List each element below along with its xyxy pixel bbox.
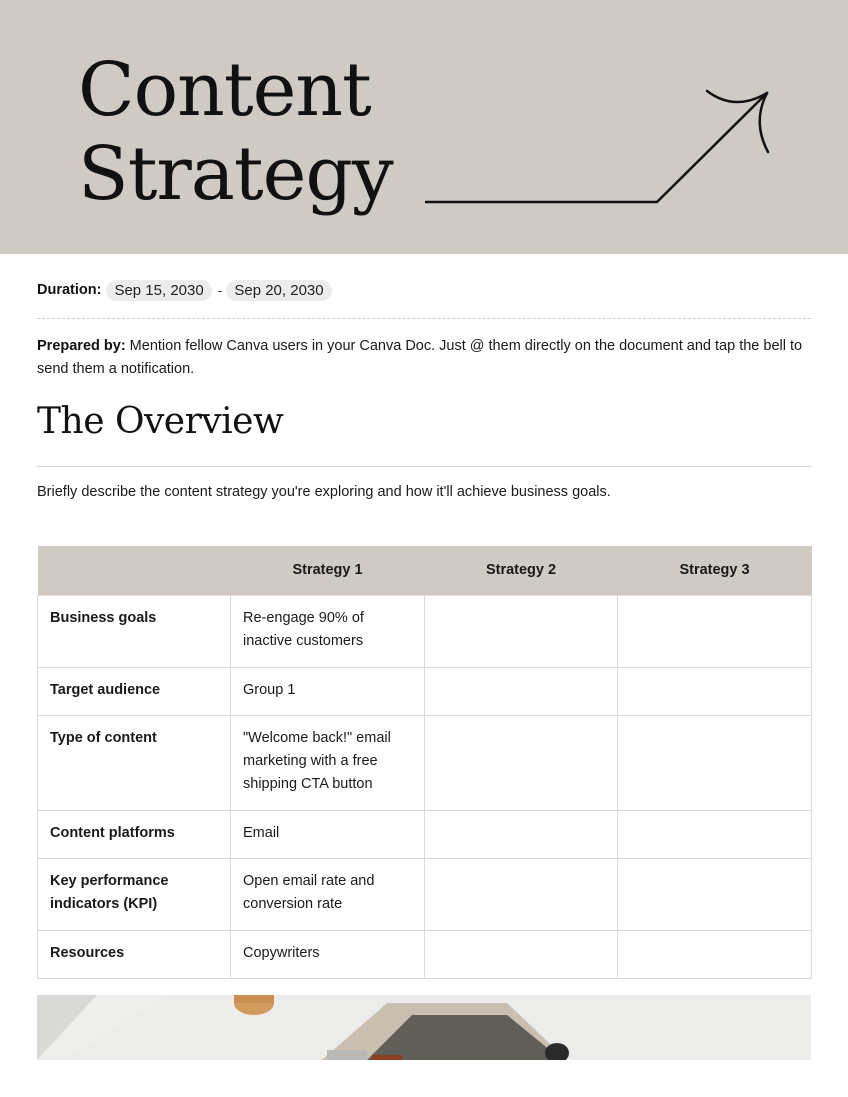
document-title [78,48,393,216]
section-title-overview: The Overview [37,401,284,442]
row-label: Target audience [38,667,231,715]
header-strategy-2: Strategy 2 [425,546,618,595]
table-row [38,810,812,858]
title-line-2: Strategy [78,131,393,217]
table-cell[interactable]: "Welcome back!" email marketing with a free shipping CTA button [231,715,425,810]
dotted-divider [37,318,811,319]
title-line-1: Content [78,47,371,133]
overview-description: Briefly describe the content strategy you're exploring and how it'll achieve business goals. [37,484,611,500]
table-cell[interactable] [425,858,618,930]
prepared-by-label: Prepared by: [37,338,126,354]
table-cell[interactable] [618,810,812,858]
prepared-by-paragraph [37,335,817,381]
table-cell[interactable] [618,595,812,667]
table-cell[interactable]: Re-engage 90% of inactive customers [231,595,425,667]
table-cell[interactable] [618,858,812,930]
table-cell[interactable] [425,715,618,810]
row-label: Type of content [38,715,231,810]
row-label: Key performance indicators (KPI) [38,858,231,930]
section-divider [37,466,811,467]
arrow-up-right-icon [420,80,780,210]
table-cell[interactable] [425,930,618,978]
row-label: Resources [38,930,231,978]
table-cell[interactable]: Email [231,810,425,858]
strategy-table [37,546,812,979]
header-strategy-1: Strategy 1 [231,546,425,595]
end-date-chip[interactable]: Sep 20, 2030 [226,280,331,301]
table-header-row [38,546,812,595]
table-cell[interactable] [425,667,618,715]
table-cell[interactable]: Open email rate and conversion rate [231,858,425,930]
header-empty [38,546,231,595]
table-row [38,595,812,667]
table-row [38,930,812,978]
duration-label: Duration: [37,282,102,298]
header-strategy-3: Strategy 3 [618,546,812,595]
start-date-chip[interactable]: Sep 15, 2030 [106,280,211,301]
table-cell[interactable] [425,595,618,667]
duration-row [37,279,332,301]
table-cell[interactable] [618,930,812,978]
table-row [38,715,812,810]
date-separator: - [217,282,223,298]
desk-photo-illustration [37,995,811,1060]
table-cell[interactable] [618,667,812,715]
table-cell[interactable]: Group 1 [231,667,425,715]
table-cell[interactable] [425,810,618,858]
row-label: Business goals [38,595,231,667]
row-label: Content platforms [38,810,231,858]
desk-photo [37,995,811,1060]
table-row [38,667,812,715]
table-cell[interactable]: Copywriters [231,930,425,978]
hero-banner [0,0,848,254]
prepared-by-text: Mention fellow Canva users in your Canva Doc. Just @ them directly on the document and tap the bell to send them a notification. [37,338,803,377]
table-cell[interactable] [618,715,812,810]
table-row [38,858,812,930]
